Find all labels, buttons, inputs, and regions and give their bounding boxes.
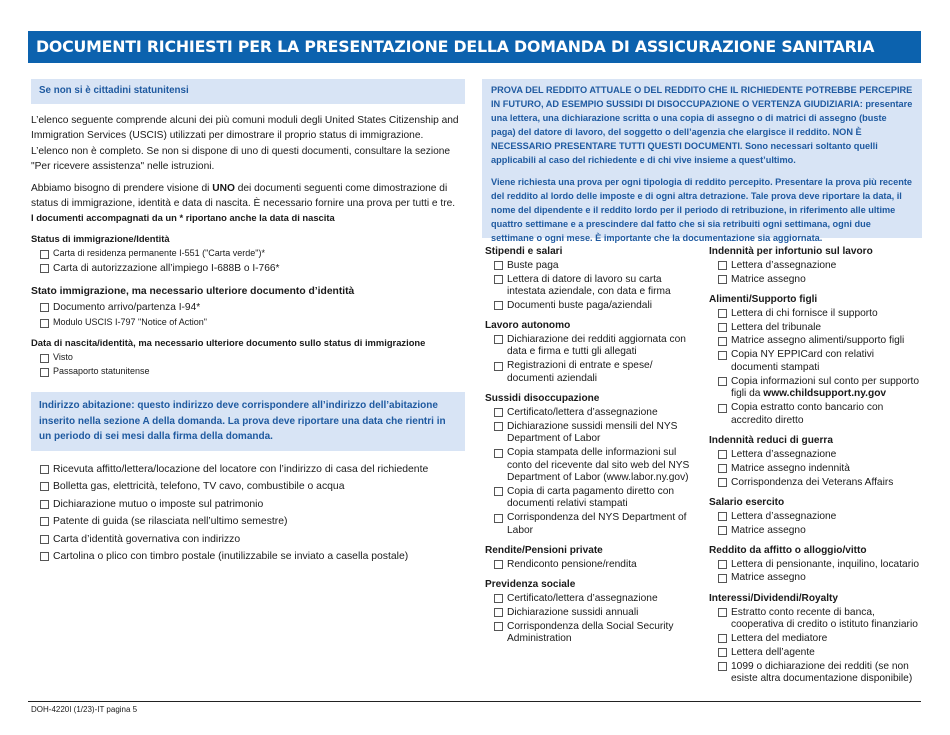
checklist-item-label: Estratto conto recente di banca, cooperativa di credito o istituto finanziario: [731, 606, 918, 630]
section-header: Indennità per infortunio sul lavoro: [709, 246, 873, 257]
checklist-item-label: Lettera di pensionante, inquilino, locatario: [731, 558, 920, 570]
status2-list: [31, 301, 465, 328]
checklist-item: [709, 449, 923, 461]
checklist-item: [485, 360, 700, 385]
checkbox[interactable]: [40, 368, 49, 377]
checkbox[interactable]: [40, 319, 49, 328]
checklist-item: [709, 477, 923, 489]
checklist-item: [709, 463, 923, 475]
checklist-item: [709, 260, 923, 272]
checklist-item: [709, 647, 923, 659]
footer-text: DOH-4220I (1/23)-IT pagina 5: [31, 705, 138, 714]
checklist-item: [485, 607, 700, 619]
checklist-item-label: Carta d’identità governativa con indirizzo: [53, 533, 241, 545]
checklist-item: [485, 274, 700, 299]
checkbox[interactable]: [718, 560, 727, 569]
section-list: [709, 511, 923, 537]
checklist-item-label: Lettera d’assegnazione: [731, 510, 837, 522]
checkbox[interactable]: [718, 648, 727, 657]
checkbox[interactable]: [494, 594, 503, 603]
section-list: [485, 593, 700, 646]
section-header: Lavoro autonomo: [485, 320, 571, 332]
checklist-item: [709, 607, 923, 632]
checkbox[interactable]: [718, 608, 727, 617]
section-header: Indennità reduci di guerra: [709, 435, 833, 447]
checkbox[interactable]: [40, 500, 49, 509]
checkbox[interactable]: [718, 323, 727, 332]
checkbox[interactable]: [494, 449, 503, 458]
checklist-item-label: Lettera del tribunale: [731, 321, 822, 333]
checklist-item-label: Documento arrivo/partenza I-94*: [53, 302, 201, 314]
checkbox[interactable]: [494, 261, 503, 270]
section-header: Alimenti/Supporto figli: [709, 293, 818, 305]
checklist-item: [709, 633, 923, 645]
checklist-item: [31, 463, 465, 477]
checklist-item: [485, 486, 700, 511]
section-list: [485, 334, 700, 385]
checklist-item-label: Patente di guida (se rilasciata nell’ultimo semestre): [53, 516, 288, 528]
section-list: [485, 260, 700, 313]
birth-header: Data di nascita/identità, ma necessario ulteriore documento sullo status di immigrazione: [31, 337, 426, 349]
requirement-bold: UNO: [212, 183, 235, 195]
checklist-item-label: Corrispondenza dei Veterans Affairs: [731, 476, 894, 488]
checklist-item-label: Matrice assegno: [731, 273, 806, 285]
checklist-item-label: Rendiconto pensione/rendita: [507, 558, 637, 570]
checklist-item: [31, 248, 465, 260]
address-box: Indirizzo abitazione: questo indirizzo deve corrispondere all’indirizzo dell’abitazione inserito nella sezione A della domanda. La prova deve riportare una data che rientri in un periodo di sei mesi dalla firma della domanda.: [31, 392, 465, 451]
requirement-pre: Abbiamo bisogno di prendere visione di: [31, 183, 213, 195]
section-list: [709, 260, 923, 286]
asterisk-note: I documenti accompagnati da un * riportano anche la data di nascita: [31, 211, 335, 223]
requirement-post: dei documenti seguenti come dimostrazione di status di immigrazione, identità e data di nascita. È necessario fornire una prova per tutti e tre.: [31, 183, 456, 210]
checklist-item-label: Carta di autorizzazione all’impiego I-688B o I-766*: [53, 262, 280, 274]
checklist-item: [709, 274, 923, 286]
checklist-item: [709, 402, 923, 427]
checklist-item-label: Matrice assegno alimenti/supporto figli: [731, 335, 905, 347]
checklist-item-label: Dichiarazione sussidi annuali: [507, 606, 639, 618]
checkbox[interactable]: [40, 303, 49, 312]
intro-paragraph-1: L’elenco seguente comprende alcuni dei più comuni moduli degli United States Citizenship and Immigration Services (USCIS) utilizzati per dimostrare il proprio status di immigrazione.: [31, 115, 459, 142]
checkbox[interactable]: [494, 560, 503, 569]
checklist-item: [31, 262, 465, 275]
checkbox[interactable]: [494, 301, 503, 310]
checklist-item-label: Bolletta gas, elettricità, telefono, TV cavo, combustibile o acqua: [53, 481, 345, 493]
checklist-item-label: Copia estratto conto bancario con accredito diretto: [731, 402, 884, 426]
checklist-item: [485, 407, 700, 419]
checklist-item: [485, 447, 700, 484]
checklist-item-label: Cartolina o plico con timbro postale (inutilizzabile se inviato a casella postale): [53, 551, 409, 563]
checkbox[interactable]: [494, 422, 503, 431]
checkbox[interactable]: [718, 261, 727, 270]
section-list: [485, 407, 700, 537]
page-title: DOCUMENTI RICHIESTI PER LA PRESENTAZIONE DELLA DOMANDA DI ASSICURAZIONE SANITARIA: [28, 31, 921, 63]
requirement-text: [31, 181, 465, 212]
section-header: Rendite/Pensioni private: [485, 545, 603, 557]
checkbox[interactable]: [40, 250, 49, 259]
checklist-item: [709, 559, 923, 571]
checklist-item-label: Copia informazioni sul conto per supporto figli da www.childsupport.ny.gov: [731, 375, 920, 400]
checklist-item-label: Modulo USCIS I-797 "Notice of Action": [53, 316, 207, 327]
checklist-item: [31, 533, 465, 547]
income-right-column: [709, 245, 923, 686]
checklist-item: [31, 317, 465, 329]
checklist-item-label: Dichiarazione dei redditi aggiornata con data e firma e tutti gli allegati: [507, 333, 686, 358]
checkbox[interactable]: [718, 450, 727, 459]
checklist-item: [485, 260, 700, 272]
checklist-item-label: Lettera dell’agente: [731, 646, 815, 658]
checklist-item-label: Matrice assegno indennità: [731, 462, 850, 474]
checkbox[interactable]: [40, 264, 49, 273]
checklist-item: [31, 366, 465, 378]
status-header: Status di immigrazione/Identità: [31, 233, 170, 244]
checkbox[interactable]: [40, 535, 49, 544]
section-header: Salario esercito: [709, 496, 785, 508]
checklist-item-label: Corrispondenza del NYS Department of Labor: [507, 512, 687, 536]
checklist-item-label: Lettera d’assegnazione: [731, 259, 837, 271]
checklist-item: [31, 515, 465, 529]
income-middle-column: [485, 245, 700, 646]
checkbox[interactable]: [494, 335, 503, 344]
checklist-item: [709, 349, 923, 374]
checklist-item-label: Passaporto statunitense: [53, 366, 150, 377]
checkbox[interactable]: [40, 517, 49, 526]
checkbox[interactable]: [718, 309, 727, 318]
checklist-item-label: Lettera di chi fornisce il supporto: [731, 307, 878, 319]
checklist-item-label: Dichiarazione mutuo o imposte sul patrimonio: [53, 498, 264, 510]
checklist-item-label: Lettera di datore di lavoro su carta intestata aziendale, con data e firma: [507, 273, 671, 297]
section-header: Previdenza sociale: [485, 579, 576, 591]
checklist-item-label: Documenti buste paga/aziendali: [507, 299, 652, 311]
checkbox[interactable]: [718, 574, 727, 583]
checkbox[interactable]: [718, 351, 727, 360]
checklist-item-label: Certificato/lettera d’assegnazione: [507, 592, 658, 604]
checkbox[interactable]: [718, 464, 727, 473]
section-list: [709, 308, 923, 427]
checkbox[interactable]: [718, 275, 727, 284]
checklist-item-label: Copia di carta pagamento diretto con documenti relativi stampati: [507, 485, 675, 510]
checkbox[interactable]: [494, 608, 503, 617]
checklist-item: [485, 421, 700, 446]
checkbox[interactable]: [718, 634, 727, 643]
checkbox[interactable]: [40, 482, 49, 491]
checklist-item-label: Ricevuta affitto/lettera/locazione del locatore con l’indirizzo di casa del richiedente: [53, 463, 429, 475]
checkbox[interactable]: [40, 552, 49, 561]
section-header: Stipendi e salari: [485, 246, 563, 257]
checkbox[interactable]: [40, 465, 49, 474]
checklist-item-label: Lettera del mediatore: [731, 632, 828, 644]
checklist-item: [485, 334, 700, 359]
section-list: [709, 607, 923, 686]
checkbox[interactable]: [718, 337, 727, 346]
checklist-item: [31, 480, 465, 494]
checklist-item: [485, 559, 700, 571]
non-citizen-header: Se non si è cittadini statunitensi: [31, 79, 465, 104]
checklist-item-label: Matrice assegno: [731, 572, 806, 584]
footer-divider: [28, 701, 921, 702]
checklist-item-label: Dichiarazione sussidi mensili del NYS Department of Labor: [507, 420, 678, 445]
address-list: [31, 463, 465, 564]
checklist-item-label: Copia stampata delle informazioni sul conto del ricevente dal sito web del NYS Department of Labor (www.labor.ny.gov): [507, 447, 690, 484]
checklist-item: [485, 593, 700, 605]
checkbox[interactable]: [40, 354, 49, 363]
checklist-item: [709, 525, 923, 537]
checklist-item-label: Lettera d’assegnazione: [731, 448, 837, 460]
checklist-item-label: Matrice assegno: [731, 524, 806, 536]
checkbox[interactable]: [494, 408, 503, 417]
checklist-item-label: Certificato/lettera d’assegnazione: [507, 406, 658, 418]
birth-list: [31, 352, 465, 378]
checklist-item-label: Visto: [53, 352, 73, 363]
checkbox[interactable]: [718, 478, 727, 487]
income-paragraph-1: PROVA DEL REDDITO ATTUALE O DEL REDDITO CHE IL RICHIEDENTE POTREBBE PERCEPIRE IN FUTURO, AD ESEMPIO SUSSIDI DI DISOCCUPAZIONE O VERTENZA GIUDIZIARIA: presentare una lettera, una dichiarazione scritta o una copia di assegno o di matrici di assegno (buste paga) del datore di lavoro, del soggetto o dell’agenzia che elargisce il reddito. NON È NECESSARIO PRESENTARE TUTTI QUESTI DOCUMENTI. Sono necessari soltanto quelli applicabili al caso del richiedente e di chi vive insieme a quest’ultimo.: [491, 85, 913, 165]
checklist-item-label: Corrispondenza della Social Security Administration: [507, 620, 674, 645]
checklist-item: [485, 512, 700, 537]
checklist-item: [31, 301, 465, 314]
checkbox[interactable]: [494, 275, 503, 284]
checkbox[interactable]: [718, 404, 727, 413]
section-list: [709, 449, 923, 489]
checkbox[interactable]: [718, 526, 727, 535]
checklist-item-label: Carta di residenza permanente I-551 ("Carta verde")*: [53, 247, 265, 258]
checkbox[interactable]: [494, 514, 503, 523]
checklist-item: [709, 511, 923, 523]
left-column: [31, 79, 465, 564]
checklist-item: [485, 300, 700, 312]
checklist-item: [709, 335, 923, 347]
checklist-item: [709, 572, 923, 584]
checklist-item: [31, 352, 465, 364]
intro-paragraph-2: L’elenco non è completo. Se non si dispone di uno di questi documenti, consultare la sezione "Per ricevere assistenza" nelle istruzioni.: [31, 145, 451, 172]
checkbox[interactable]: [718, 377, 727, 386]
section-list: [709, 559, 923, 585]
checkbox[interactable]: [494, 362, 503, 371]
income-paragraph-2: Viene richiesta una prova per ogni tipologia di reddito percepito. Presentare la prova più recente del reddito al lordo delle imposte e di ogni altra detrazione. Tale prova deve riportare la data, il nome del dipendente e il reddito lordo per il periodo di retribuzione, in riferimento alle ultime quattro settimane e a prescindere dal fatto che si sia retribuiti ogni settimana, ogni due settimane o ogni mese. È importante che la documentazione sia aggiornata.: [491, 176, 913, 243]
checkbox[interactable]: [718, 512, 727, 521]
intro-text: [31, 113, 465, 174]
checklist-item-label: 1099 o dichiarazione dei redditi (se non esiste altra documentazione disponibile): [731, 660, 913, 685]
status2-header: Stato immigrazione, ma necessario ulteriore documento d’identità: [31, 286, 355, 298]
checklist-item: [31, 498, 465, 512]
checklist-item: [485, 621, 700, 646]
checklist-item: [709, 661, 923, 686]
checklist-item: [709, 322, 923, 334]
checklist-item-label: Registrazioni di entrate e spese/ documenti aziendali: [507, 360, 653, 384]
checklist-item: [709, 308, 923, 320]
checkbox[interactable]: [494, 487, 503, 496]
checklist-item-label: Buste paga: [507, 259, 559, 271]
status-list: [31, 248, 465, 275]
checklist-item: [709, 376, 923, 401]
section-header: Sussidi disoccupazione: [485, 393, 600, 405]
checklist-item-label: Copia NY EPPICard con relativi documenti stampati: [731, 349, 875, 373]
section-header: Interessi/Dividendi/Royalty: [709, 592, 839, 604]
income-info-box: [482, 79, 922, 243]
checkbox[interactable]: [718, 662, 727, 671]
section-header: Reddito da affitto o alloggio/vitto: [709, 544, 867, 556]
checkbox[interactable]: [494, 622, 503, 631]
section-list: [485, 559, 700, 571]
checklist-item: [31, 550, 465, 564]
